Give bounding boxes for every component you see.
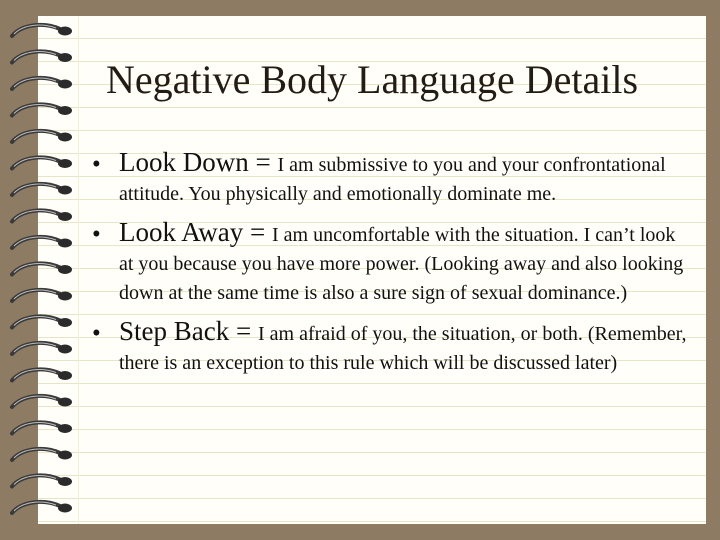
binding-ring-icon	[12, 316, 72, 327]
bullet-term: Look Down =	[119, 147, 278, 177]
binding-ring-icon	[12, 369, 72, 380]
binding-ring-icon	[12, 157, 72, 168]
page-title: Negative Body Language Details	[105, 57, 639, 102]
bullet-icon: •	[92, 151, 101, 178]
binding-ring-icon	[12, 25, 72, 36]
binding-ring-icon	[12, 131, 72, 142]
binding-ring-icon	[12, 343, 72, 354]
bullet-list	[92, 148, 692, 387]
binding-ring-icon	[12, 396, 72, 407]
bullet-text: I am uncomfortable with the situation. I can’t look at you because you have more power. (Looking away and also looking down at the same time is also a sure sign of sexual dominance.)	[119, 224, 684, 304]
bullet-text: I am submissive to you and your confrontational attitude. You physically and emotionally dominate me.	[119, 154, 666, 205]
binding-ring-icon	[12, 290, 72, 301]
binding-ring-icon	[12, 475, 72, 486]
binding-ring-icon	[12, 237, 72, 248]
list-item	[92, 148, 692, 209]
binding-ring-icon	[12, 502, 72, 513]
binding-ring-icon	[12, 263, 72, 274]
list-item	[92, 218, 692, 308]
binding-ring-icon	[12, 184, 72, 195]
binding-ring-icon	[12, 210, 72, 221]
bullet-term: Look Away =	[119, 217, 272, 247]
bullet-text: I am afraid of you, the situation, or both. (Remember, there is an exception to this rule which will be discussed later)	[119, 323, 687, 374]
bullet-icon: •	[92, 221, 101, 248]
bullet-icon: •	[92, 320, 101, 347]
bullet-term: Step Back =	[119, 316, 258, 346]
binding-ring-icon	[12, 422, 72, 433]
binding-ring-icon	[12, 104, 72, 115]
list-item	[92, 317, 692, 378]
binding-ring-icon	[12, 449, 72, 460]
